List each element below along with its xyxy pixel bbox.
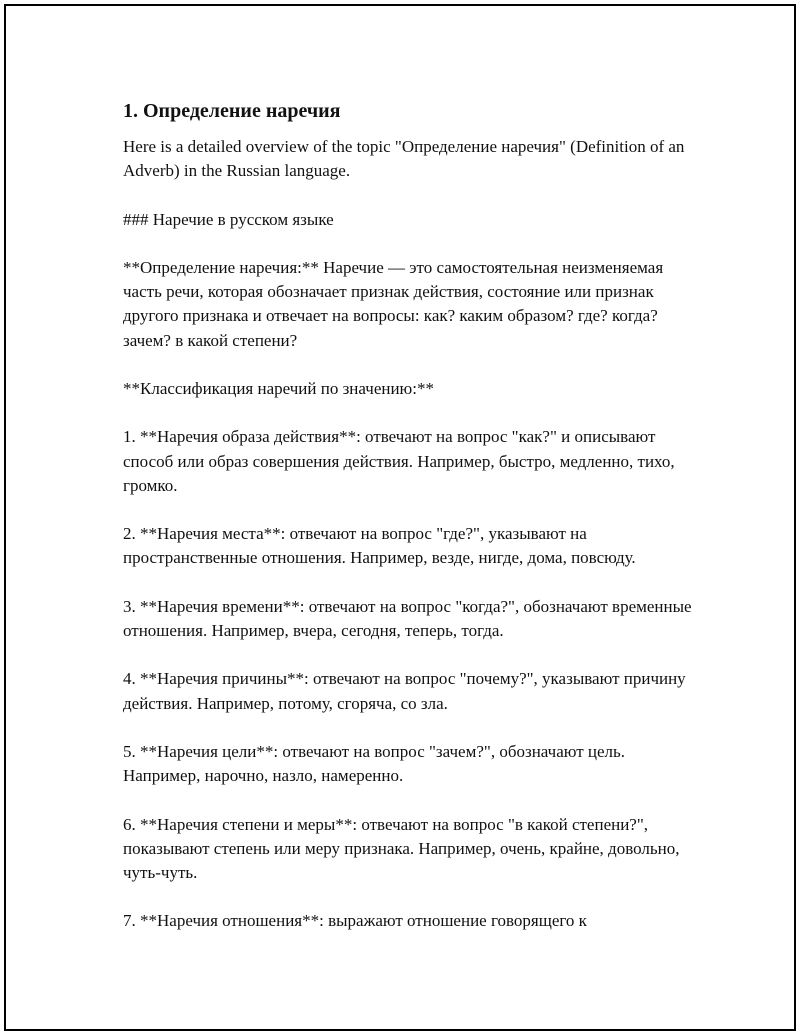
list-item-attitude: 7. **Наречия отношения**: выражают отношение говорящего к [123,911,587,931]
definition-paragraph: **Определение наречия:** Наречие — это самостоятельная неизменяемая часть речи, которая обозначает признак действия, состояние или признак другого признака и отвечает на вопросы: как? каким образом? где? когда? зачем? в какой степени? [123,257,664,350]
list-item-cause: 4. **Наречия причины**: отвечают на вопрос "почему?", указывают причину действия. Например, потому, сгоряча, со зла. [123,669,686,713]
subheading-line: ### Наречие в русском языке [123,209,334,229]
classification-heading-line: **Классификация наречий по значению:** [123,378,434,398]
list-item-degree: 6. **Наречия степени и меры**: отвечают на вопрос "в какой степени?", показывают степень или меру признака. Например, очень, крайне, довольно, чуть-чуть. [123,814,680,882]
document-body [123,99,693,958]
page-frame [4,4,796,1031]
list-item-time: 3. **Наречия времени**: отвечают на вопрос "когда?", обозначают временные отношения. Например, вчера, сегодня, теперь, тогда. [123,596,692,640]
list-item-purpose: 5. **Наречия цели**: отвечают на вопрос "зачем?", обозначают цель. Например, нарочно, назло, намеренно. [123,741,626,786]
intro-paragraph: Here is a detailed overview of the topic "Определение наречия" (Definition of an Adverb) in the Russian language. [123,137,685,181]
list-item-place: 2. **Наречия места**: отвечают на вопрос "где?", указывают на пространственные отношения. Например, везде, нигде, дома, повсюду. [123,524,636,568]
list-item-manner: 1. **Наречия образа действия**: отвечают на вопрос "как?" и описывают способ или образ совершения действия. Например, быстро, медленно, тихо, громко. [123,427,675,495]
section-heading: 1. Определение наречия [123,100,341,122]
